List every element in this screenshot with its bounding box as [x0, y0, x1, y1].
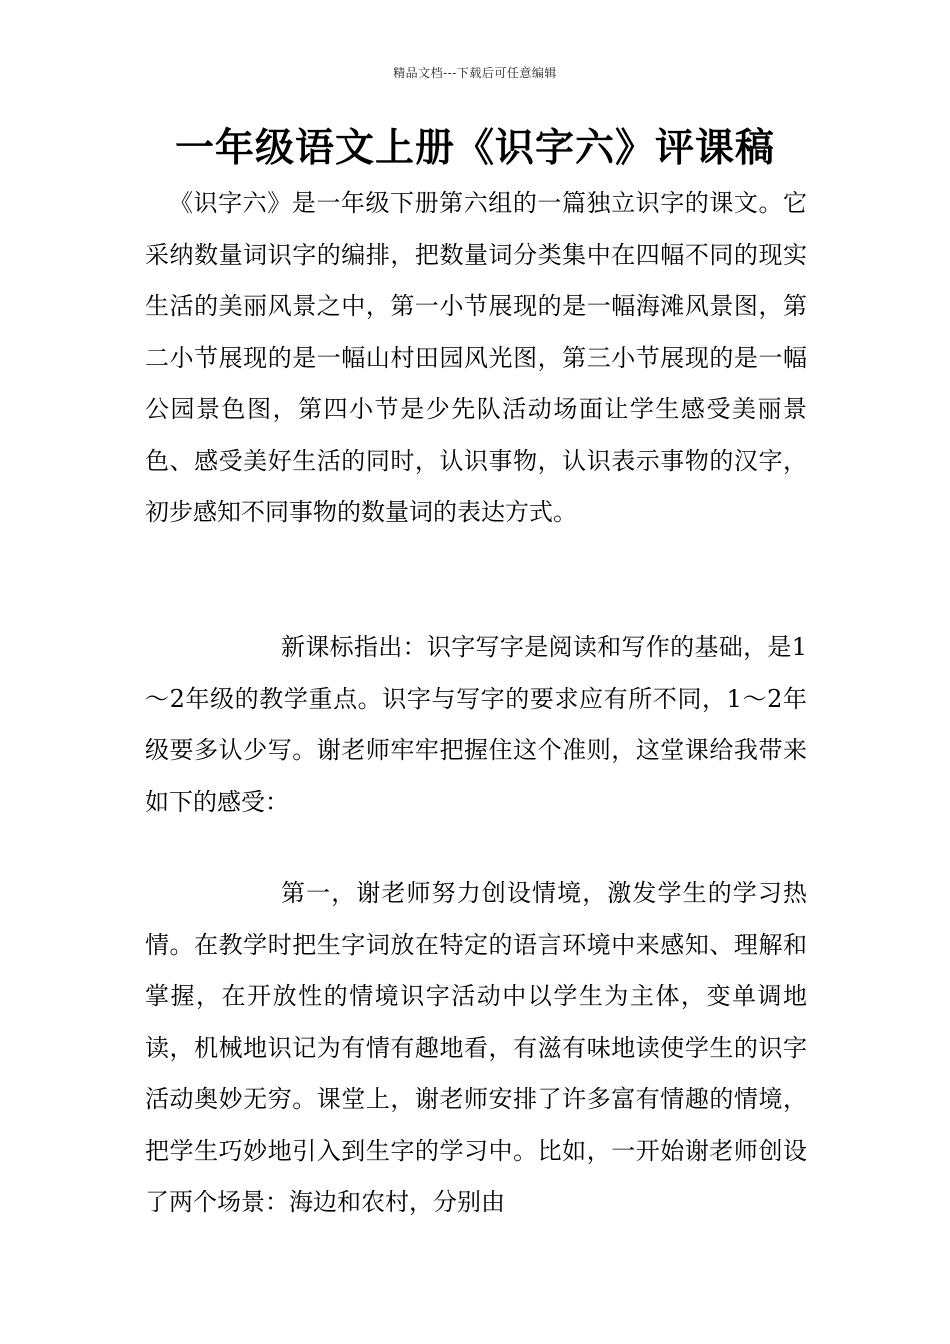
body-paragraph-first-point: 第一，谢老师努力创设情境，激发学生的学习热情。在教学时把生字词放在特定的语言环境中来感知、理解和掌握，在开放性的情境识字活动中以学生为主体，变单调地读，机械地识记为有情有趣地看，有滋有味地读使学生的识字活动奥妙无穷。课堂上，谢老师安排了许多富有情趣的情境，把学生巧妙地引入到生字的学习中。比如，一开始谢老师创设了两个场景：海边和农村，分别由 [145, 879, 807, 1216]
body-paragraph-curriculum: 新课标指出：识字写字是阅读和写作的基础，是1～2年级的教学重点。识字与写字的要求应有所不同，1～2年级要多认少写。谢老师牢牢把握住这个准则，这堂课给我带来如下的感受： [145, 633, 807, 816]
body-paragraph-intro: 《识字六》是一年级下册第六组的一篇独立识字的课文。它采纳数量词识字的编排，把数量词分类集中在四幅不同的现实生活的美丽风景之中，第一小节展现的是一幅海滩风景图，第二小节展现的是一幅山村田园风光图，第三小节展现的是一幅公园景色图，第四小节是少先队活动场面让学生感受美丽景色、感受美好生活的同时，认识事物，认识表示事物的汉字，初步感知不同事物的数量词的表达方式。 [145, 189, 807, 526]
page-header-note: 精品文档---下载后可任意编辑 [393, 66, 557, 80]
document-title: 一年级语文上册《识字六》评课稿 [174, 126, 775, 171]
